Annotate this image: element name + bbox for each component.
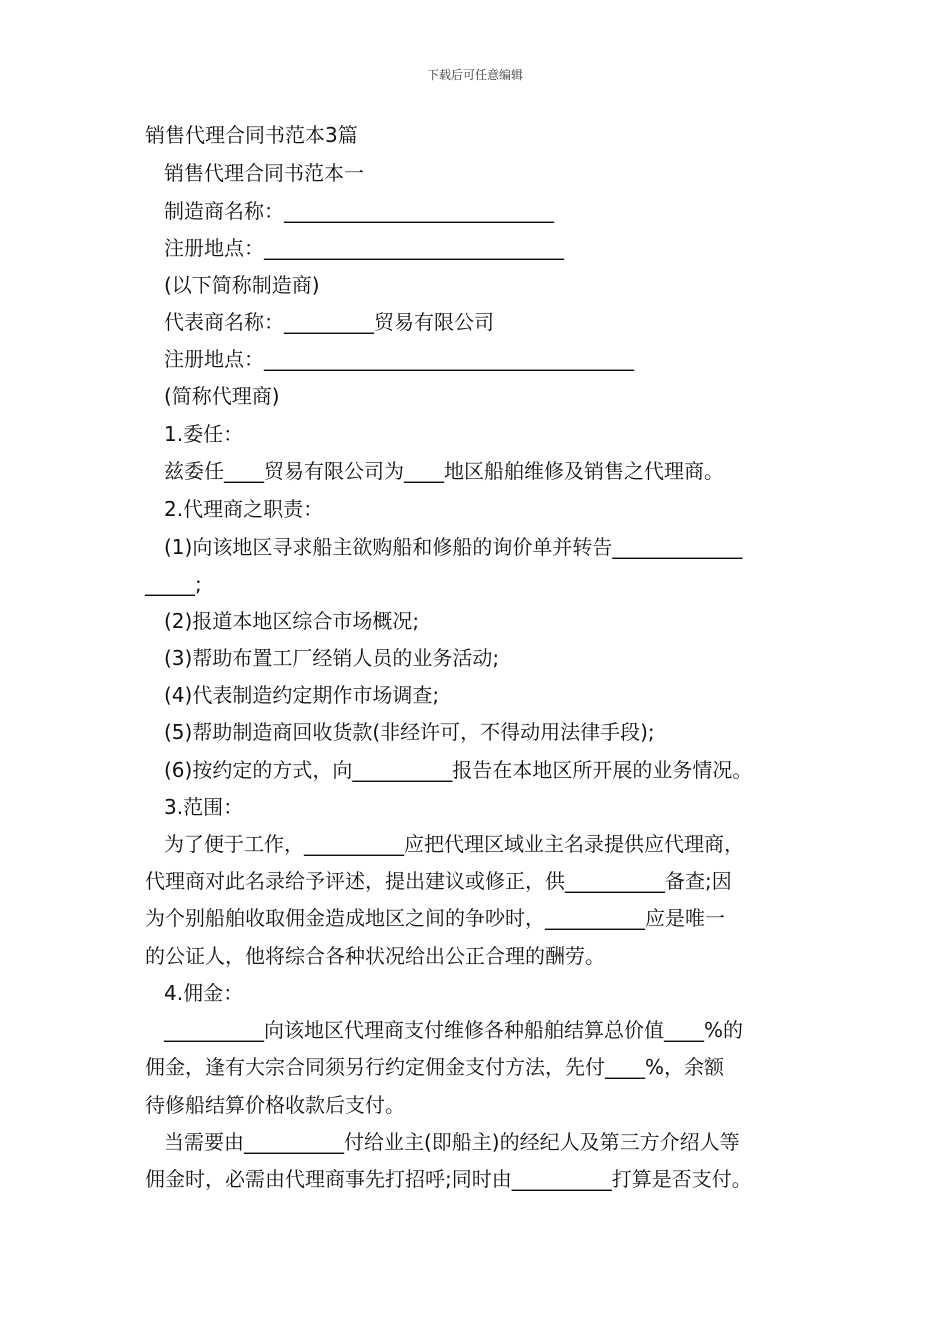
section-heading: 销售代理合同书范本一 — [164, 161, 364, 185]
paragraph-line: 的公证人，他将综合各种状况给出公正合理的酬劳。 — [145, 944, 605, 968]
agent-address-line: 注册地点：_____________________________________ — [164, 347, 634, 371]
agent-abbr-line: (简称代理商) — [164, 384, 280, 408]
manufacturer-address-line: 注册地点：______________________________ — [164, 236, 564, 260]
paragraph-line: (3)帮助布置工厂经销人员的业务活动; — [164, 646, 500, 670]
paragraph-line: (4)代表制造约定期作市场调查; — [164, 683, 440, 707]
paragraph-line: _____; — [145, 572, 202, 596]
paragraph-line: (1)向该地区寻求船主欲购船和修船的询价单并转告_____________ — [164, 535, 743, 559]
paragraph-line: (5)帮助制造商回收货款(非经许可，不得动用法律手段); — [164, 720, 655, 744]
manufacturer-abbr-line: (以下简称制造商) — [164, 273, 320, 297]
manufacturer-name-line: 制造商名称：___________________________ — [164, 199, 554, 223]
clause-heading: 4.佣金： — [164, 981, 244, 1005]
document-title: 销售代理合同书范本3篇 — [145, 123, 358, 147]
paragraph-line: 为了便于工作，__________应把代理区域业主名录提供应代理商， — [164, 832, 744, 856]
clause-heading: 1.委任： — [164, 422, 244, 446]
paragraph-line: 为个别船舶收取佣金造成地区之间的争吵时，__________应是唯一 — [145, 906, 725, 930]
clause-heading: 2.代理商之职责： — [164, 497, 324, 521]
paragraph-line: __________向该地区代理商支付维修各种船舶结算总价值____%的 — [164, 1018, 744, 1042]
paragraph-line: 佣金，逢有大宗合同须另行约定佣金支付方法，先付____%，余额 — [145, 1055, 725, 1079]
paragraph-line: 待修船结算价格收款后支付。 — [145, 1093, 405, 1117]
paragraph-line: 代理商对此名录给予评述，提出建议或修正，供__________备查;因 — [145, 869, 732, 893]
agent-name-line: 代表商名称：_________贸易有限公司 — [164, 310, 494, 334]
paragraph-line: 佣金时，必需由代理商事先打招呼;同时由__________打算是否支付。 — [145, 1167, 752, 1191]
paragraph-line: (2)报道本地区综合市场概况; — [164, 609, 420, 633]
paragraph-line: (6)按约定的方式，向__________报告在本地区所开展的业务情况。 — [164, 758, 753, 782]
paragraph-line: 当需要由__________付给业主(即船主)的经纪人及第三方介绍人等 — [164, 1130, 740, 1154]
page-header: 下载后可任意编辑 — [426, 68, 523, 82]
clause-heading: 3.范围： — [164, 795, 244, 819]
paragraph-line: 兹委任____贸易有限公司为____地区船舶维修及销售之代理商。 — [164, 459, 724, 483]
